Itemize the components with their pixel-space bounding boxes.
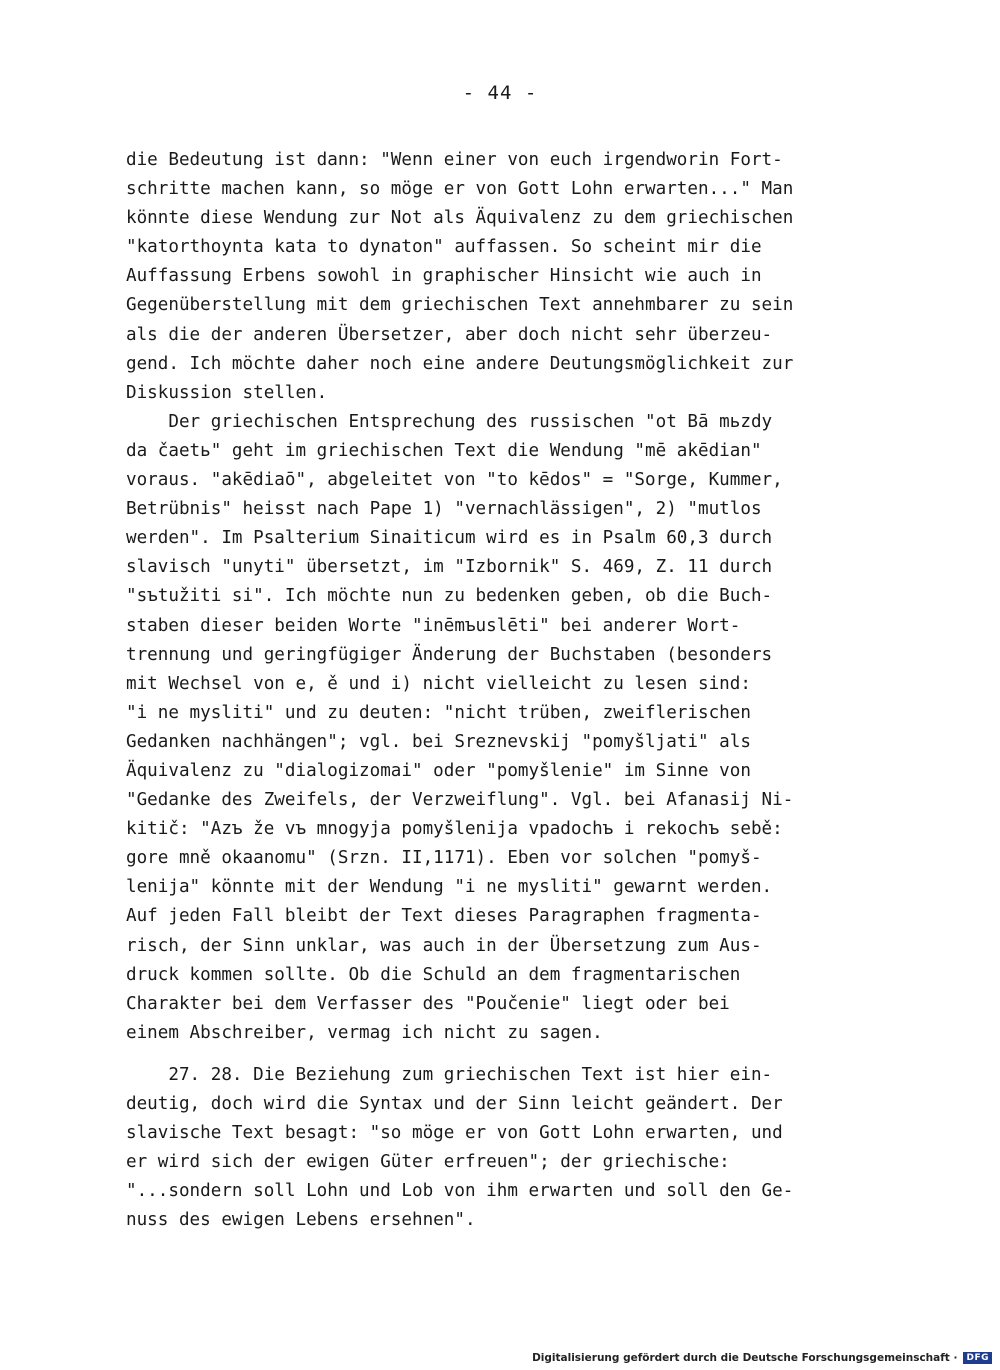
text-line: werden". Im Psalterium Sinaiticum wird es in Psalm 60,3 durch [126, 528, 773, 549]
footer-text: Digitalisierung gefördert durch die Deutsche Forschungsgemeinschaft · [532, 1352, 958, 1364]
text-line: "Gedanke des Zweifels, der Verzweiflung". Vgl. bei Afanasij Ni- [126, 790, 794, 811]
text-line: trennung und geringfügiger Änderung der Buchstaben (besonders [126, 644, 773, 665]
text-line: gore mně okaanomu" (Srzn. II,1171). Eben vor solchen "pomyš- [126, 848, 762, 869]
text-line: als die der anderen Übersetzer, aber doch nicht sehr überzeu- [126, 324, 773, 345]
text-line: voraus. "akēdiaō", abgeleitet von "to kēdos" = "Sorge, Kummer, [126, 470, 783, 491]
paragraph-block-1 [126, 146, 886, 1048]
digitization-footer [532, 1352, 992, 1364]
text-line: einem Abschreiber, vermag ich nicht zu sagen. [126, 1022, 603, 1043]
text-line: 27. 28. Die Beziehung zum griechischen Text ist hier ein- [126, 1065, 773, 1085]
text-line: nuss des ewigen Lebens ersehnen". [126, 1210, 476, 1231]
text-line: Gedanken nachhängen"; vgl. bei Sreznevskij "pomyšljati" als [126, 731, 751, 752]
paragraph-block-2 [126, 1061, 886, 1236]
text-line: gend. Ich möchte daher noch eine andere Deutungsmöglichkeit zur [126, 353, 794, 374]
text-line: "sъtužiti si". Ich möchte nun zu bedenken geben, ob die Buch- [126, 586, 773, 607]
text-line: Auf jeden Fall bleibt der Text dieses Paragraphen fragmenta- [126, 906, 762, 927]
text-line: Diskussion stellen. [126, 382, 328, 403]
text-line: Betrübnis" heisst nach Pape 1) "vernachlässigen", 2) "mutlos [126, 499, 762, 520]
text-line: slavische Text besagt: "so möge er von Gott Lohn erwarten, und [126, 1123, 783, 1144]
text-line: schritte machen kann, so möge er von Gott Lohn erwarten..." Man [126, 179, 794, 200]
text-line: staben dieser beiden Worte "inēmъuslēti" bei anderer Wort- [126, 615, 741, 636]
dfg-logo-icon: DFG [963, 1352, 992, 1364]
text-line: deutig, doch wird die Syntax und der Sinn leicht geändert. Der [126, 1094, 783, 1115]
text-line: kitič: "Azъ že vъ mnogyja pomyšlenija vpadochъ i rekochъ sebě: [126, 819, 783, 840]
page-number: - 44 - [462, 82, 538, 104]
text-line: Äquivalenz zu "dialogizomai" oder "pomyšlenie" im Sinne von [126, 760, 751, 781]
text-line: "i ne mysliti" und zu deuten: "nicht trüben, zweiflerischen [126, 702, 751, 723]
text-line: slavisch "unyti" übersetzt, im "Izbornik" S. 469, Z. 11 durch [126, 557, 773, 578]
text-line: druck kommen sollte. Ob die Schuld an dem fragmentarischen [126, 964, 741, 985]
text-line: Gegenüberstellung mit dem griechischen Text annehmbarer zu sein [126, 295, 794, 316]
text-line: "katorthoynta kata to dynaton" auffassen. So scheint mir die [126, 237, 762, 258]
text-line: da čaetь" geht im griechischen Text die Wendung "mē akēdian" [126, 440, 762, 461]
text-line: mit Wechsel von e, ě und i) nicht vielleicht zu lesen sind: [126, 673, 751, 694]
text-line: "...sondern soll Lohn und Lob von ihm erwarten und soll den Ge- [126, 1181, 794, 1202]
text-line: risch, der Sinn unklar, was auch in der Übersetzung zum Aus- [126, 935, 762, 956]
text-line: könnte diese Wendung zur Not als Äquivalenz zu dem griechischen [126, 208, 794, 229]
text-line: die Bedeutung ist dann: "Wenn einer von euch irgendworin Fort- [126, 150, 783, 170]
text-line: lenija" könnte mit der Wendung "i ne mysliti" gewarnt werden. [126, 877, 773, 898]
text-line: Auffassung Erbens sowohl in graphischer Hinsicht wie auch in [126, 266, 762, 287]
text-line: Der griechischen Entsprechung des russischen "ot Bā mьzdy [126, 411, 773, 432]
text-line: Charakter bei dem Verfasser des "Poučenie" liegt oder bei [126, 993, 730, 1014]
text-line: er wird sich der ewigen Güter erfreuen"; der griechische: [126, 1152, 730, 1173]
